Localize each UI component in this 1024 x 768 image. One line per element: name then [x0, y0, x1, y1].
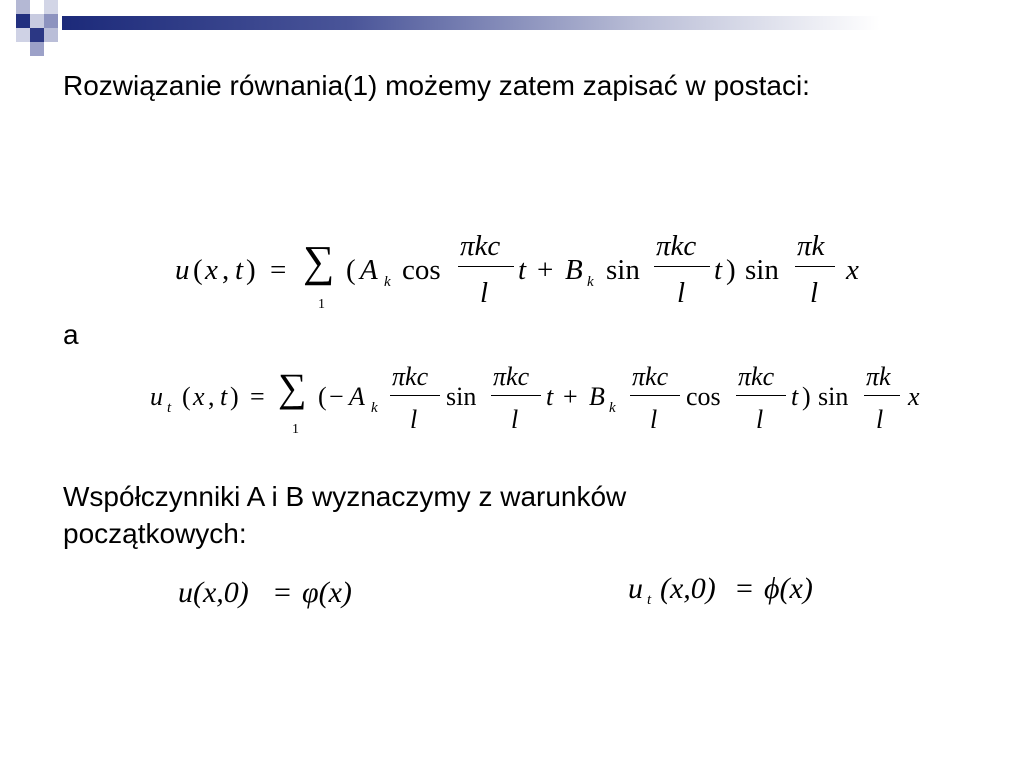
math-symbol: ∑: [303, 237, 335, 286]
math-symbol: =: [270, 254, 287, 286]
header-decoration: [0, 0, 80, 60]
deco-square: [30, 14, 44, 28]
math-symbol: B: [589, 382, 605, 411]
math-symbol: k: [609, 400, 616, 416]
math-symbol: ,: [222, 254, 230, 286]
deco-square: [44, 28, 58, 42]
math-symbol: +: [537, 254, 554, 286]
math-symbol: πkc: [632, 362, 669, 391]
math-symbol: (: [318, 382, 327, 411]
math-symbol: l: [756, 405, 764, 434]
math-symbol: πk: [797, 230, 825, 262]
math-symbol: l: [650, 405, 658, 434]
math-symbol: t: [791, 382, 799, 411]
math-symbol: (x,0): [660, 572, 716, 605]
deco-square: [30, 28, 44, 42]
math-symbol: (: [193, 254, 203, 286]
deco-square: [16, 14, 30, 28]
math-symbol: φ(x): [302, 576, 352, 609]
deco-square: [16, 0, 30, 14]
connector-text: a: [63, 319, 79, 350]
math-symbol: =: [736, 572, 753, 605]
math-symbol: l: [480, 277, 489, 309]
math-symbol: t: [167, 400, 172, 416]
math-symbol: A: [360, 254, 378, 286]
math-symbol: sin: [446, 382, 477, 411]
fraction-bar: [390, 395, 440, 396]
math-symbol: 1: [318, 297, 325, 312]
math-symbol: x: [846, 254, 859, 286]
paragraph-coefficients: Współczynniki A i B wyznaczymy z warunków początkowych:: [63, 481, 627, 549]
math-symbol: −: [329, 382, 344, 411]
fraction-bar: [458, 266, 514, 267]
math-symbol: ∑: [278, 365, 307, 410]
math-symbol: t: [546, 382, 554, 411]
math-symbol: πkc: [460, 230, 501, 262]
math-symbol: l: [511, 405, 519, 434]
math-symbol: x: [908, 382, 920, 411]
math-symbol: x: [205, 254, 218, 286]
fraction-bar: [864, 395, 900, 396]
deco-square: [16, 28, 30, 42]
math-symbol: (: [182, 382, 191, 411]
math-symbol: +: [563, 382, 578, 411]
math-symbol: t: [220, 382, 228, 411]
math-symbol: πkc: [392, 362, 429, 391]
math-symbol: (: [346, 254, 356, 286]
fraction-bar: [491, 395, 541, 396]
fraction-bar: [736, 395, 786, 396]
math-symbol: l: [410, 405, 418, 434]
fraction-bar: [630, 395, 680, 396]
fraction-bar: [795, 266, 835, 267]
math-symbol: u: [150, 382, 163, 411]
paragraph-intro: Rozwiązanie równania(1) możemy zatem zapisać w postaci:: [63, 70, 810, 101]
math-symbol: t: [518, 254, 527, 286]
math-symbol: B: [565, 254, 583, 286]
math-symbol: k: [384, 274, 391, 290]
math-symbol: u(x,0): [178, 576, 249, 609]
math-symbol: k: [371, 400, 378, 416]
math-symbol: =: [250, 382, 265, 411]
math-symbol: πkc: [738, 362, 775, 391]
math-symbol: πkc: [493, 362, 530, 391]
math-symbol: l: [677, 277, 686, 309]
math-symbol: sin: [745, 254, 779, 286]
math-symbol: ): [802, 382, 811, 411]
math-symbol: cos: [402, 254, 441, 286]
math-symbol: t: [235, 254, 244, 286]
math-symbol: =: [274, 576, 291, 609]
deco-square: [44, 0, 58, 14]
math-symbol: x: [193, 382, 205, 411]
header-gradient-bar: [62, 16, 1024, 30]
math-symbol: ,: [208, 382, 215, 411]
math-symbol: l: [810, 277, 819, 309]
math-symbol: k: [587, 274, 594, 290]
math-symbol: πkc: [656, 230, 697, 262]
math-symbol: sin: [606, 254, 640, 286]
deco-square: [44, 14, 58, 28]
deco-square: [30, 42, 44, 56]
math-symbol: ): [246, 254, 256, 286]
math-symbol: u: [628, 572, 643, 605]
math-symbol: ): [230, 382, 239, 411]
math-symbol: u: [175, 254, 190, 286]
math-symbol: ϕ(x): [764, 572, 813, 605]
math-symbol: l: [876, 405, 884, 434]
math-symbol: A: [349, 382, 365, 411]
math-symbol: t: [647, 592, 652, 608]
fraction-bar: [654, 266, 710, 267]
math-symbol: ): [726, 254, 736, 286]
math-symbol: πk: [866, 362, 891, 391]
math-symbol: cos: [686, 382, 721, 411]
math-symbol: 1: [292, 422, 299, 437]
math-symbol: sin: [818, 382, 849, 411]
math-symbol: t: [714, 254, 723, 286]
